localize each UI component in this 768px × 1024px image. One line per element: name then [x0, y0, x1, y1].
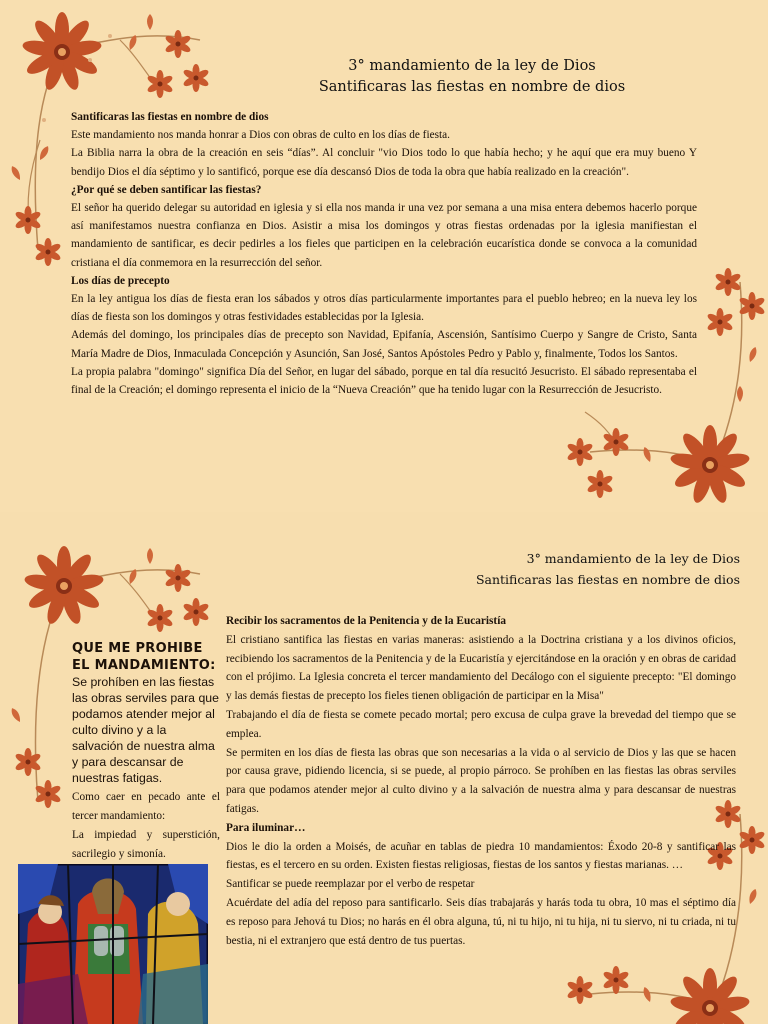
- title-line-1: 3° mandamiento de la ley de Dios: [348, 58, 596, 74]
- paragraph: El señor ha querido delegar su autoridad en iglesia y si ella nos manda ir una vez por semana a una misa entera debemos hacerlo porque así manifestamos nuestra confianza en Dios. Asistir a misa los domingos y otras fiestas ordenadas por la iglesia manifiestan el mandamiento de santificar, es decir pedirles a los fieles que participen en la celebración eucarística donde se convoca a la comunidad cristiana el día conmemora en la resurrección del señor.: [71, 202, 697, 269]
- paragraph: Se permiten en los días de fiesta las obras que son necesarias a la vida o al servicio de Dios y las que se hacen por causa grave, pidiendo licencia, si se puede, al propio párroco. Se prohíben en las fiestas las obras serviles para que podamos atender mejor al culto divino y a la salvación de nuestra alma y para descansar de nuestras fatigas.: [226, 746, 736, 815]
- section-subtitle: ¿Por qué se deben santificar las fiestas?: [71, 183, 262, 196]
- paragraph: La propia palabra "domingo" significa Día del Señor, en lugar del sábado, porque en tal día resucitó Jesucristo. El sábado representaba el final de la Creación; el domingo representa el inicio de la “Nueva Creación” que ha tenido lugar con la Resurrección de Jesucristo.: [71, 365, 697, 397]
- paragraph: Santificar se puede reemplazar por el verbo de respetar: [226, 878, 475, 891]
- paragraph: En la ley antigua los días de fiesta eran los sábados y otros días particularmente importantes para el pueblo hebreo; en la nueva ley los días de fiesta son los domingos y otras festividades establecidas por la Iglesia.: [71, 293, 697, 324]
- title-line-1: 3° mandamiento de la ley de Dios: [526, 551, 740, 566]
- section-subtitle: Para iluminar…: [226, 821, 306, 834]
- title-line-2: Santificaras las fiestas en nombre de dios: [318, 79, 626, 95]
- paragraph: La Biblia narra la obra de la creación en seis “días”. Al concluir "vio Dios todo lo que había hecho; y he aquí que era muy bueno Y bendijo Dios el día séptimo y lo santificó, porque ese día descansó Dios de toda la obra que había realizado en la creación".: [71, 147, 697, 178]
- page-title: [300, 56, 644, 98]
- paragraph: Trabajando el día de fiesta se comete pecado mortal; pero excusa de culpa grave la brevedad del tiempo que se emplea.: [226, 708, 736, 740]
- prohibe-title: QUE ME PROHIBE EL MANDAMIENTO:: [72, 641, 216, 673]
- main-text: [71, 108, 697, 399]
- section-subtitle: Santificaras las fiestas en nombre de dios: [71, 111, 269, 123]
- stained-glass-image: [18, 864, 208, 1024]
- pecado-answer: La impiedad y superstición, sacrilegio y simonía.: [72, 829, 220, 860]
- sidebar-text: [72, 640, 220, 864]
- prohibe-block: [72, 640, 220, 786]
- main-text: [226, 612, 736, 950]
- paragraph: Dios le dio la orden a Moisés, de acuñar en tablas de piedra 10 mandamientos: Éxodo 20-8 y santificar las fiestas, es el tercero en su orden. Existen fiestas religiosas, fiestas de los santos y fiestas marianas. …: [226, 840, 736, 872]
- paragraph: Acuérdate del adía del reposo para santificarlo. Seis días trabajarás y harás toda tu obra, 10 mas el séptimo día es reposo para Jehová tu Dios; no harás en él obra alguna, tú, ni tu hijo, ni tu hija, ni tu siervo, ni tu criada, ni tu bestia, ni el extranjero que está dentro de tus puertas.: [226, 896, 736, 947]
- pecado-question: Como caer en pecado ante el tercer mandamiento:: [72, 791, 220, 822]
- page-title: [448, 548, 740, 590]
- prohibe-text: Se prohíben en las fiestas las obras serviles para que podamos atender mejor al culto divino y a la salvación de nuestra alma y para descansar de nuestras fatigas.: [72, 675, 219, 785]
- section-subtitle: Los días de precepto: [71, 274, 170, 287]
- pecado-block: [72, 788, 220, 864]
- paragraph: Este mandamiento nos manda honrar a Dios con obras de culto en los días de fiesta.: [71, 129, 450, 142]
- paragraph: El cristiano santifica las fiestas en varias maneras: asistiendo a la Doctrina cristiana y a los divinos oficios, recibiendo los sacramentos de la Penitencia y de la Eucaristía y ejercitándose en la oración y en obras de caridad con el prójimo. La Iglesia concreta el tercer mandamiento del Decálogo con el siguiente precepto: "El domingo y las demás fiestas de precepto los fieles tienen obligación de participar en la Misa": [226, 633, 736, 703]
- page-2: [0, 512, 768, 1024]
- section-subtitle: Recibir los sacramentos de la Penitencia y de la Eucaristía: [226, 615, 506, 627]
- paragraph: Además del domingo, los principales días de precepto son Navidad, Epifanía, Ascensión, Santísimo Cuerpo y Sangre de Cristo, Santa María Madre de Dios, Inmaculada Concepción y Asunción, San José, Santos Apóstoles Pedro y Pablo y, finalmente, Todos los Santos.: [71, 329, 697, 360]
- title-line-2: Santificaras las fiestas en nombre de dios: [475, 572, 740, 587]
